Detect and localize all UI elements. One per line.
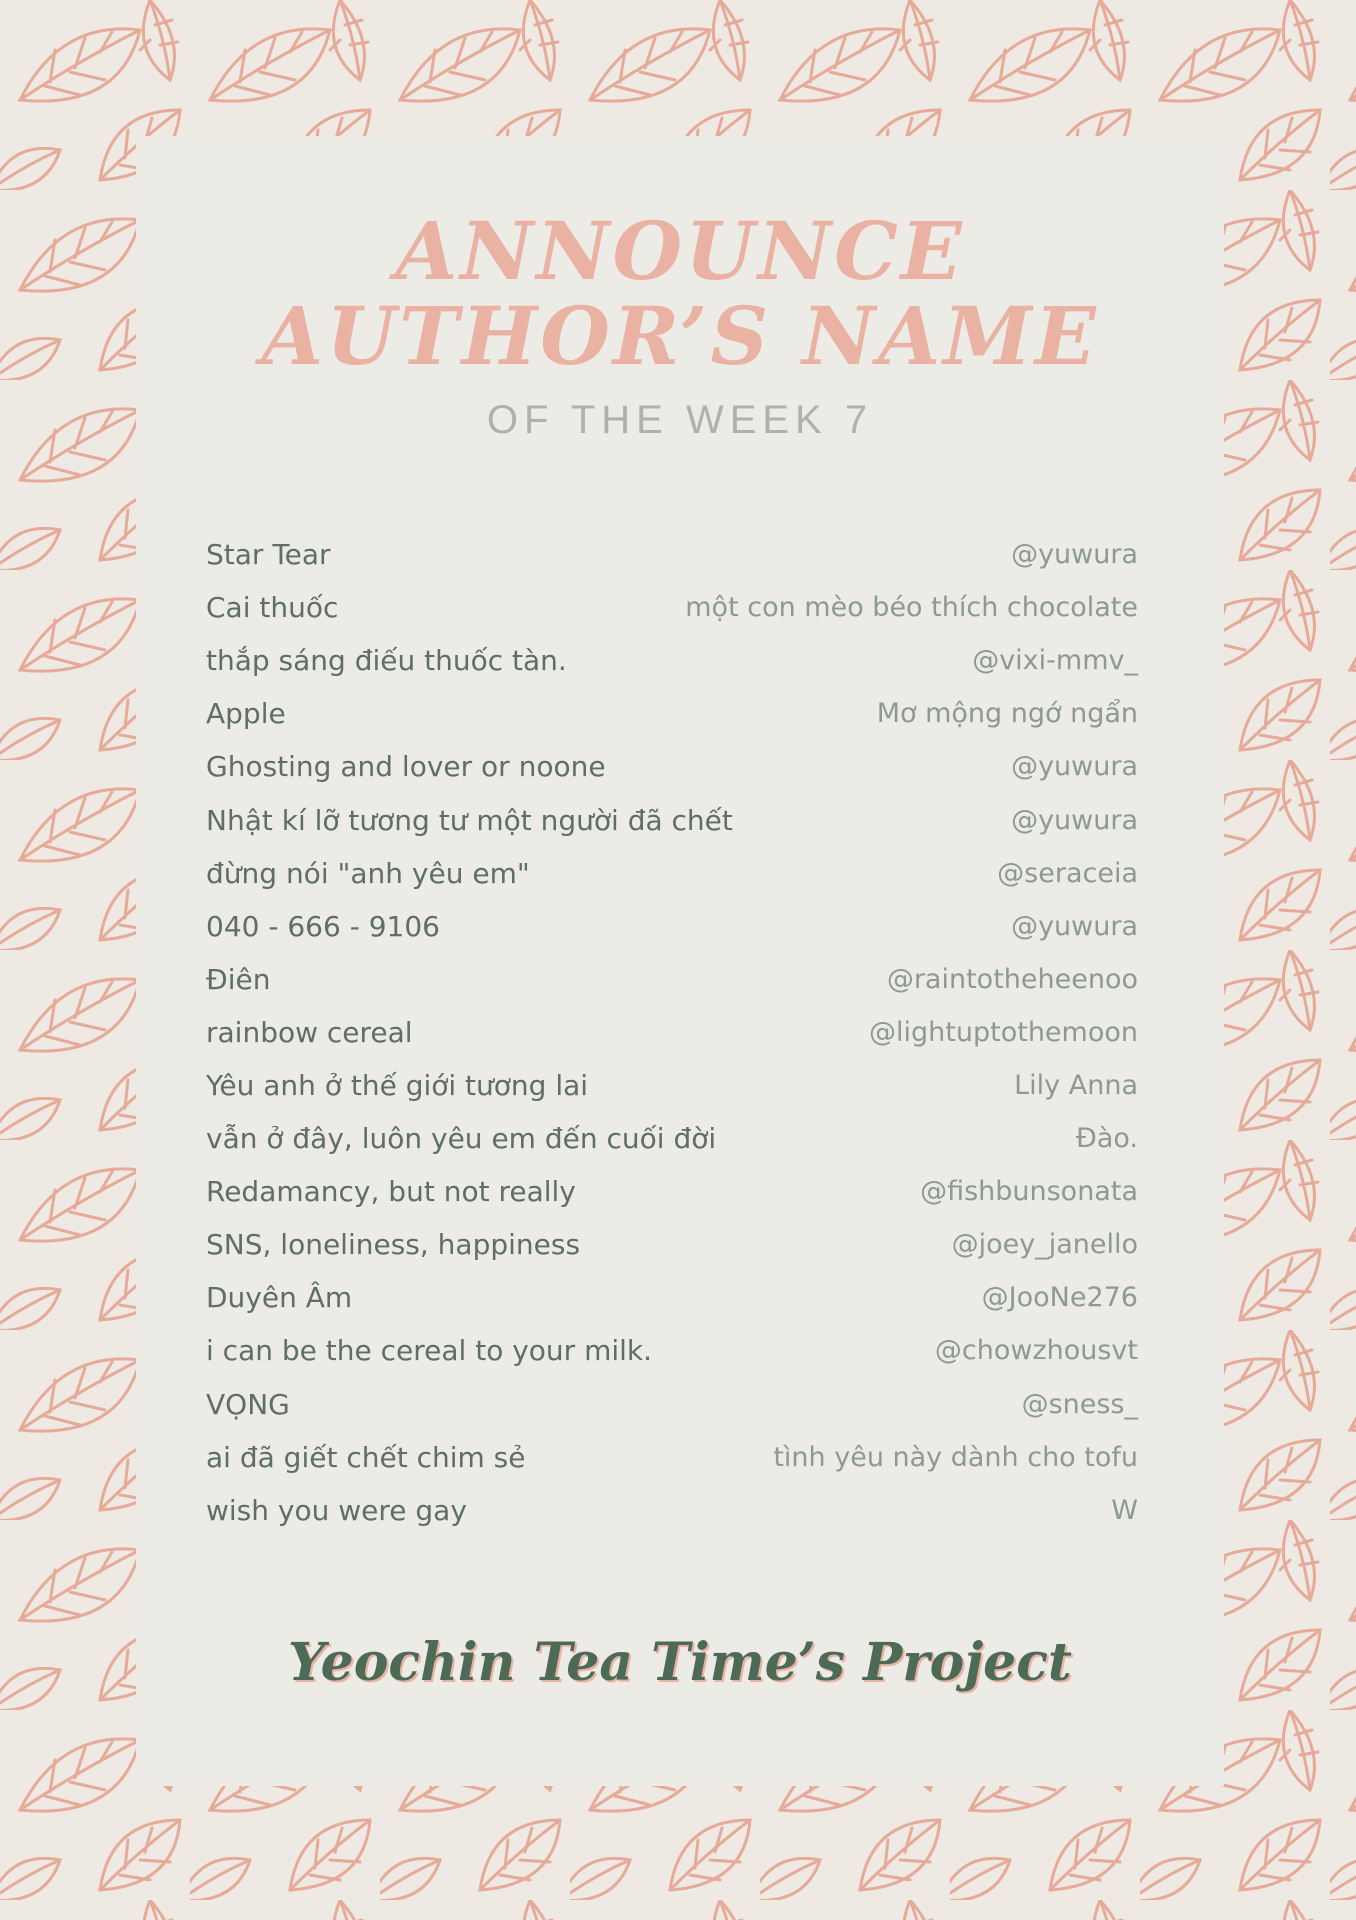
work-title: Apple [206,697,286,731]
list-item [206,1165,1138,1218]
list-item [206,528,1138,581]
work-title: Cai thuốc [206,591,339,625]
author-name: @vixi-mmv_ [972,645,1138,677]
work-title: thắp sáng điếu thuốc tàn. [206,644,567,678]
list-item [206,687,1138,740]
list-item [206,793,1138,846]
author-name: một con mèo béo thích chocolate [685,592,1138,624]
work-title: 040 - 666 - 9106 [206,909,440,943]
list-item [206,847,1138,900]
work-title: vẫn ở đây, luôn yêu em đến cuối đời [206,1122,717,1156]
list-item [206,581,1138,634]
author-name: @chowzhousvt [934,1335,1138,1367]
author-list [206,528,1138,1537]
author-name: @sness_ [1021,1388,1138,1420]
author-name: @yuwura [1011,539,1138,571]
title-line-2: AUTHOR’S NAME [261,289,1099,383]
work-title: Redamancy, but not really [206,1175,576,1209]
author-name: @lightuptothemoon [869,1016,1138,1048]
author-name: tình yêu này dành cho tofu [773,1441,1138,1473]
list-item [206,740,1138,793]
author-name: @yuwura [1011,751,1138,783]
list-item [206,1484,1138,1537]
work-title: Yêu anh ở thế giới tương lai [206,1068,589,1102]
title-line-1: ANNOUNCE [395,204,965,298]
author-name: Mơ mộng ngớ ngẩn [876,698,1138,730]
list-item [206,953,1138,1006]
author-name: @JooNe276 [981,1282,1138,1314]
list-item [206,1059,1138,1112]
work-title: wish you were gay [206,1493,467,1527]
list-item [206,1218,1138,1271]
work-title: rainbow cereal [206,1015,413,1049]
work-title: Ghosting and lover or noone [206,750,606,784]
author-name: W [1111,1494,1138,1526]
subtitle: OF THE WEEK 7 [486,398,874,442]
project-signature: Yeochin Tea Time’s Project [288,1632,1072,1693]
author-name: @fishbunsonata [920,1176,1138,1208]
list-item [206,1431,1138,1484]
work-title: Duyên Âm [206,1281,353,1315]
author-name: Lily Anna [1014,1069,1138,1101]
work-title: Nhật kí lỡ tương tư một người đã chết [206,803,733,837]
author-name: @seraceia [997,857,1138,889]
work-title: Điên [206,962,271,996]
work-title: i can be the cereal to your milk. [206,1334,653,1368]
work-title: SNS, loneliness, happiness [206,1228,581,1262]
author-name: @joey_janello [951,1229,1138,1261]
list-item [206,1271,1138,1324]
work-title: VỌNG [206,1387,290,1421]
announcement-panel [136,136,1224,1786]
work-title: đừng nói "anh yêu em" [206,856,530,890]
list-item [206,634,1138,687]
list-item [206,1324,1138,1377]
author-name: @yuwura [1011,910,1138,942]
list-item [206,1378,1138,1431]
work-title: Star Tear [206,538,331,572]
author-name: @raintotheheenoo [886,963,1138,995]
list-item [206,900,1138,953]
author-name: @yuwura [1011,804,1138,836]
list-item [206,1006,1138,1059]
list-item [206,1112,1138,1165]
work-title: ai đã giết chết chim sẻ [206,1440,526,1474]
author-name: Đào. [1075,1123,1138,1155]
